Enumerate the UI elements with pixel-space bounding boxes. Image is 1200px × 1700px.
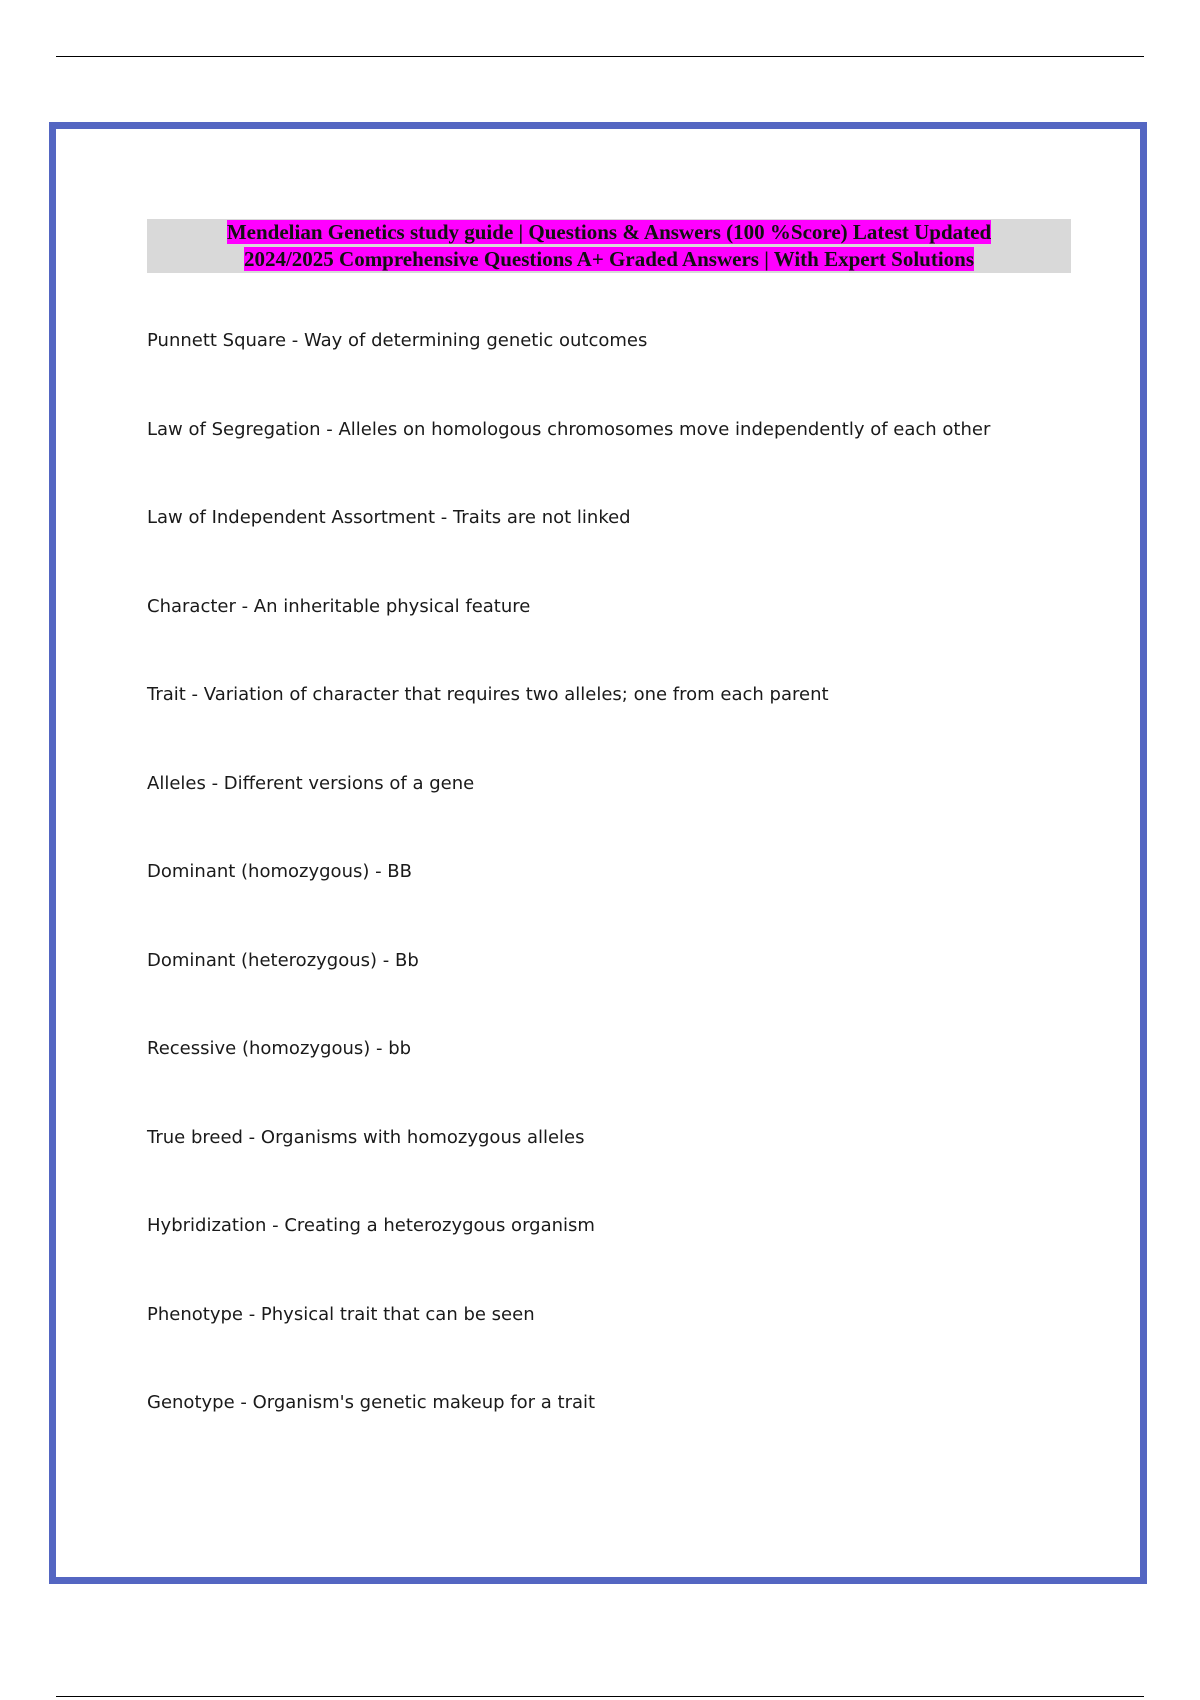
title-line-2: 2024/2025 Comprehensive Questions A+ Graded Answers | With Expert Solutions xyxy=(243,247,975,271)
title-banner xyxy=(147,219,1071,273)
bottom-divider xyxy=(56,1696,1144,1697)
term-item: Alleles - Different versions of a gene xyxy=(147,772,475,794)
term-item: Genotype - Organism's genetic makeup for a trait xyxy=(147,1392,596,1413)
title-line-1: Mendelian Genetics study guide | Questions & Answers (100 %Score) Latest Updated xyxy=(226,220,992,244)
term-item: Punnett Square - Way of determining genetic outcomes xyxy=(147,330,648,351)
term-item: Dominant (homozygous) - BB xyxy=(147,861,413,882)
term-item: Dominant (heterozygous) - Bb xyxy=(147,949,419,971)
term-list xyxy=(147,329,1067,1480)
term-item: Phenotype - Physical trait that can be seen xyxy=(147,1303,535,1325)
term-item: Recessive (homozygous) - bb xyxy=(147,1038,412,1059)
term-item: Law of Independent Assortment - Traits are not linked xyxy=(147,507,631,528)
page-frame xyxy=(49,122,1147,1584)
term-item: Character - An inheritable physical feature xyxy=(147,595,531,617)
term-item: True breed - Organisms with homozygous alleles xyxy=(147,1126,585,1148)
term-item: Hybridization - Creating a heterozygous organism xyxy=(147,1215,595,1236)
term-item: Law of Segregation - Alleles on homologous chromosomes move independently of each other xyxy=(147,418,991,440)
top-divider xyxy=(56,56,1144,57)
document-title xyxy=(227,219,991,273)
term-item: Trait - Variation of character that requires two alleles; one from each parent xyxy=(147,684,829,705)
